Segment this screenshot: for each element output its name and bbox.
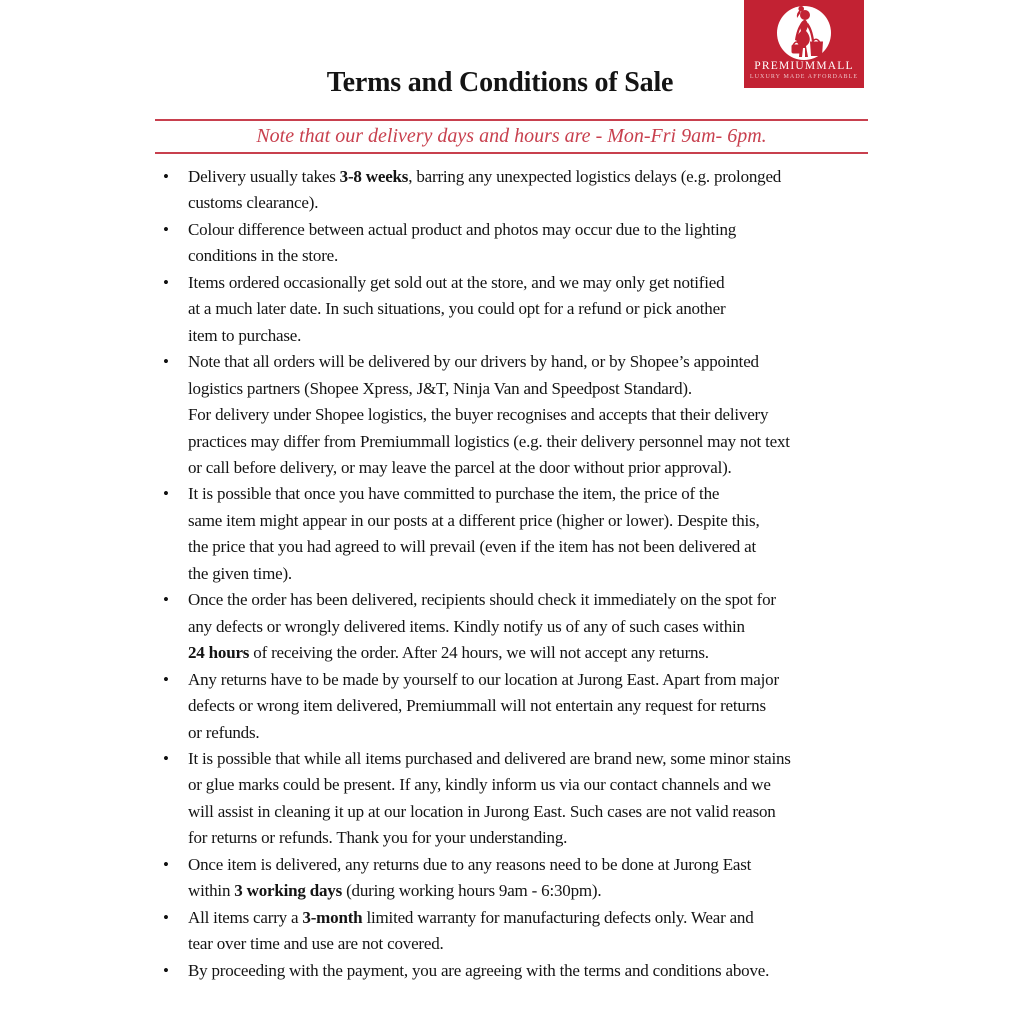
term-line: • All items carry a 3-month limited warranty for manufacturing defects only. Wear and: [188, 907, 754, 927]
term-line: or call before delivery, or may leave the parcel at the door without prior approval).: [188, 457, 732, 477]
term-line: logistics partners (Shopee Xpress, J&T, Ninja Van and Speedpost Standard).: [188, 378, 692, 398]
term-line: • It is possible that once you have committed to purchase the item, the price of the: [188, 484, 720, 504]
term-line: will assist in cleaning it up at our location in Jurong East. Such cases are not valid reason: [188, 801, 776, 821]
term-item: [160, 852, 872, 905]
term-line: • Items ordered occasionally get sold out at the store, and we may only get notified: [188, 272, 725, 292]
term-line: same item might appear in our posts at a different price (higher or lower). Despite this,: [188, 510, 760, 530]
term-line: the price that you had agreed to will prevail (even if the item has not been delivered at: [188, 537, 757, 557]
term-line: item to purchase.: [188, 325, 302, 345]
term-item: [160, 217, 872, 270]
term-line: • Once item is delivered, any returns due to any reasons need to be done at Jurong East: [188, 854, 752, 874]
term-line: tear over time and use are not covered.: [188, 934, 444, 954]
term-line: at a much later date. In such situations, you could opt for a refund or pick another: [188, 299, 726, 319]
term-line: • Delivery usually takes 3-8 weeks, barring any unexpected logistics delays (e.g. prolonged: [188, 167, 782, 186]
logo-brand-name: PREMIUMMALL: [754, 60, 854, 72]
page-title: Terms and Conditions of Sale: [326, 67, 674, 98]
term-line: customs clearance).: [188, 193, 319, 213]
term-line: • Any returns have to be made by yourself to our location at Jurong East. Apart from major: [188, 669, 779, 689]
delivery-note-band: [155, 119, 868, 154]
term-item: [160, 587, 872, 666]
term-line: conditions in the store.: [188, 246, 339, 266]
term-line: • Note that all orders will be delivered by our drivers by hand, or by Shopee’s appointed: [188, 352, 759, 372]
term-line: • It is possible that while all items purchased and delivered are brand new, some minor stains: [188, 748, 791, 768]
term-item: [160, 667, 872, 746]
term-line: for returns or refunds. Thank you for your understanding.: [188, 828, 568, 848]
term-line: • By proceeding with the payment, you are agreeing with the terms and conditions above.: [188, 960, 770, 980]
logo-tagline: LUXURY MADE AFFORDABLE: [749, 74, 859, 80]
term-line: defects or wrong item delivered, Premiummall will not entertain any request for returns: [188, 696, 766, 716]
term-line: • Colour difference between actual product and photos may occur due to the lighting: [188, 219, 737, 239]
term-line: For delivery under Shopee logistics, the buyer recognises and accepts that their delivery: [188, 405, 769, 425]
term-item: [160, 481, 872, 587]
woman-silhouette-icon: [744, 0, 864, 60]
term-item: [160, 746, 872, 852]
term-line: 24 hours of receiving the order. After 24 hours, we will not accept any returns.: [188, 643, 709, 663]
term-item: [160, 164, 872, 217]
term-item: [160, 905, 872, 958]
term-line: within 3 working days (during working hours 9am - 6:30pm).: [188, 881, 602, 901]
term-item: [160, 270, 872, 349]
term-line: • Once the order has been delivered, recipients should check it immediately on the spot for: [188, 590, 776, 610]
term-line: practices may differ from Premiummall logistics (e.g. their delivery personnel may not text: [188, 431, 790, 451]
term-line: or refunds.: [188, 722, 260, 742]
term-item: [160, 349, 872, 481]
term-item: [160, 958, 872, 984]
term-line: any defects or wrongly delivered items. Kindly notify us of any of such cases within: [188, 616, 745, 636]
terms-list: [160, 164, 872, 984]
term-line: the given time).: [188, 563, 292, 583]
delivery-note-text: Note that our delivery days and hours are - Mon-Fri 9am- 6pm.: [256, 125, 767, 147]
term-line: or glue marks could be present. If any, kindly inform us via our contact channels and we: [188, 775, 771, 795]
